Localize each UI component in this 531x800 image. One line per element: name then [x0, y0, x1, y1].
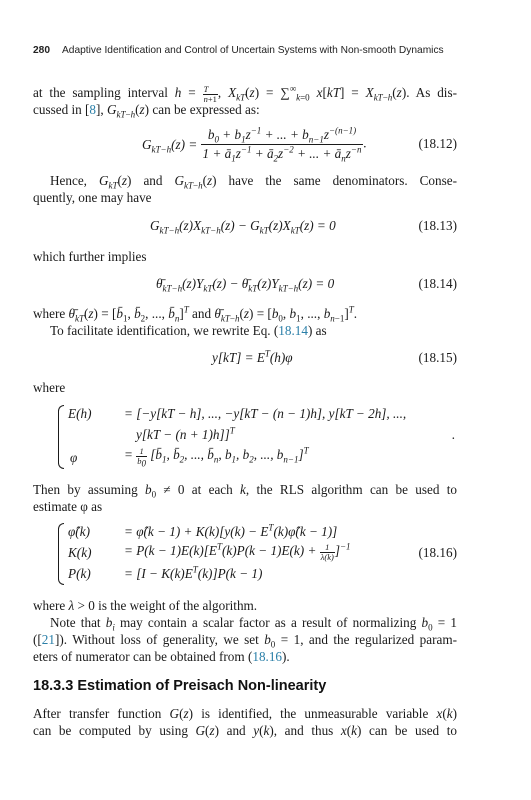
equation-number: (18.15): [418, 350, 457, 365]
equation-18-14: $\thetā_{kT-h}(z)Y_{kT}(z)$ − $\thetā_{kT}(z)Y_{kT-h}(z) = 0$: [156, 276, 335, 294]
equation-period: .: [452, 427, 456, 442]
paragraph-line: where $\thetā_{kT}(z)$ = [$b̄_1$, $b̄_2$, ..., $b̄_n]^T$ and $\thetā_{kT-h}(z) = [b_0$, $b_1$, ..., $b_{n-1}]^T$.: [33, 304, 358, 324]
paragraph-line: Note that $b_i$ may contain a scalar factor as a result of normalizing $b_0 = 1$: [50, 615, 457, 633]
left-brace: [58, 523, 64, 585]
equation-18-12: $G_{kT-h}(z)$ = $\frac{b_0 + b_1z^{-1} + ... + b_{n-1}z^{-(n-1)}}{1 + ā_1z^{-1} + ā_2z^{-2} + ... + ā_nz^{-n}}$ .: [142, 125, 367, 164]
rls-rhs-phi: = φ̂(k − $1) + K(k)[y(k) - E^T(k)\varphî(k - 1)]$: [124, 522, 338, 539]
page-number: 280: [33, 45, 50, 56]
paragraph-line: To facilitate identification, we rewrite Eq. (18.14) as: [50, 323, 327, 338]
paragraph-line: Then by assuming $b_0 \ne 0$ at each k, the RLS algorithm can be used to: [33, 482, 457, 500]
paragraph-line: quently, one may have: [33, 190, 152, 205]
running-title: Adaptive Identification and Control of Uncertain Systems with Non-smooth Dynamics: [62, 45, 444, 56]
left-brace: [58, 405, 64, 469]
equation-18-13: $G_{kT-h}(z)X_{kT-h}(z) - G_{kT}(z)X_{kT}(z) = 0$: [150, 218, 336, 236]
paragraph-line: at the sampling interval h = $\frac{T}{n+1}$ , $X_{kT}(z) = \sum^\infty_{k=0}$ $x[kT] = X_{kT-h}(z)$. As dis-: [33, 83, 457, 104]
paragraph-line: Hence, $G_{kT}(z)$ and $G_{kT-h}(z)$ have the same denominators. Conse-: [50, 173, 457, 191]
equation-e-h-rhs1: = [−y[kT − h], ..., −y[kT − (n − 1)h], y[kT − 2h], ...,: [124, 406, 407, 421]
paragraph-line: which further implies: [33, 249, 147, 264]
equation-reference-link[interactable]: 18.16: [252, 649, 283, 664]
citation-link[interactable]: 21: [41, 632, 55, 647]
paragraph-line: where λ > 0 is the weight of the algorithm.: [33, 598, 258, 613]
equation-reference-link[interactable]: 18.14: [278, 323, 308, 338]
equation-phi-line: φ: [70, 450, 78, 465]
citation-link[interactable]: 8: [89, 102, 96, 117]
section-heading: 18.3.3 Estimation of Preisach Non-linearity: [33, 678, 327, 694]
paragraph-line: can be computed by using G(z) and y(k), and thus x(k) can be used to: [33, 723, 458, 738]
equation-number: (18.13): [418, 218, 457, 233]
paragraph-line: where: [33, 380, 66, 395]
rls-rhs-p: = $[I - K(k)E^T(k)]P(k - 1)$: [124, 564, 263, 581]
equation-number: (18.16): [418, 545, 457, 560]
rls-lhs-k: K(k): [68, 545, 92, 560]
equation-18-15: $y[kT] = E^T(h)\varphi$: [212, 348, 293, 365]
equation-number: (18.12): [418, 136, 457, 151]
paragraph-line: eters of numerator can be obtained from (18.16).: [33, 649, 290, 664]
rls-lhs-phi: φ̂(k): [68, 524, 90, 539]
equation-e-h-rhs2: y[kT − (n + 1)h]]$^T$: [136, 425, 235, 442]
running-header: [33, 45, 444, 56]
paragraph-line: cussed in [8], $G_{kT-h}(z)$ can be expressed as:: [33, 102, 260, 120]
rls-lhs-p: P(k): [68, 566, 91, 581]
paragraph-line: estimate φ as: [33, 499, 103, 514]
paragraph-line: After transfer function G(z) is identified, the unmeasurable variable x(k): [33, 706, 457, 721]
equation-e-h-line1: E(h): [68, 406, 92, 421]
equation-number: (18.14): [418, 276, 457, 291]
rls-rhs-k: = $P(k - 1)E(k)[E^T(k)P(k - 1)E(k)$ + $\frac{1}{\lambda(k)}$ ]$^{-1}$: [124, 541, 351, 562]
paragraph-line: ([21]). Without loss of generality, we set $b_0 = 1$, and the regularized param-: [33, 632, 457, 650]
equation-phi-rhs: = $\frac{1}{b_0}$ [$b̄_1$, $b̄_2$, ..., $b̄_n$, $b_1$, $b_2$, ..., $b_{n-1}]^T$: [124, 445, 309, 469]
